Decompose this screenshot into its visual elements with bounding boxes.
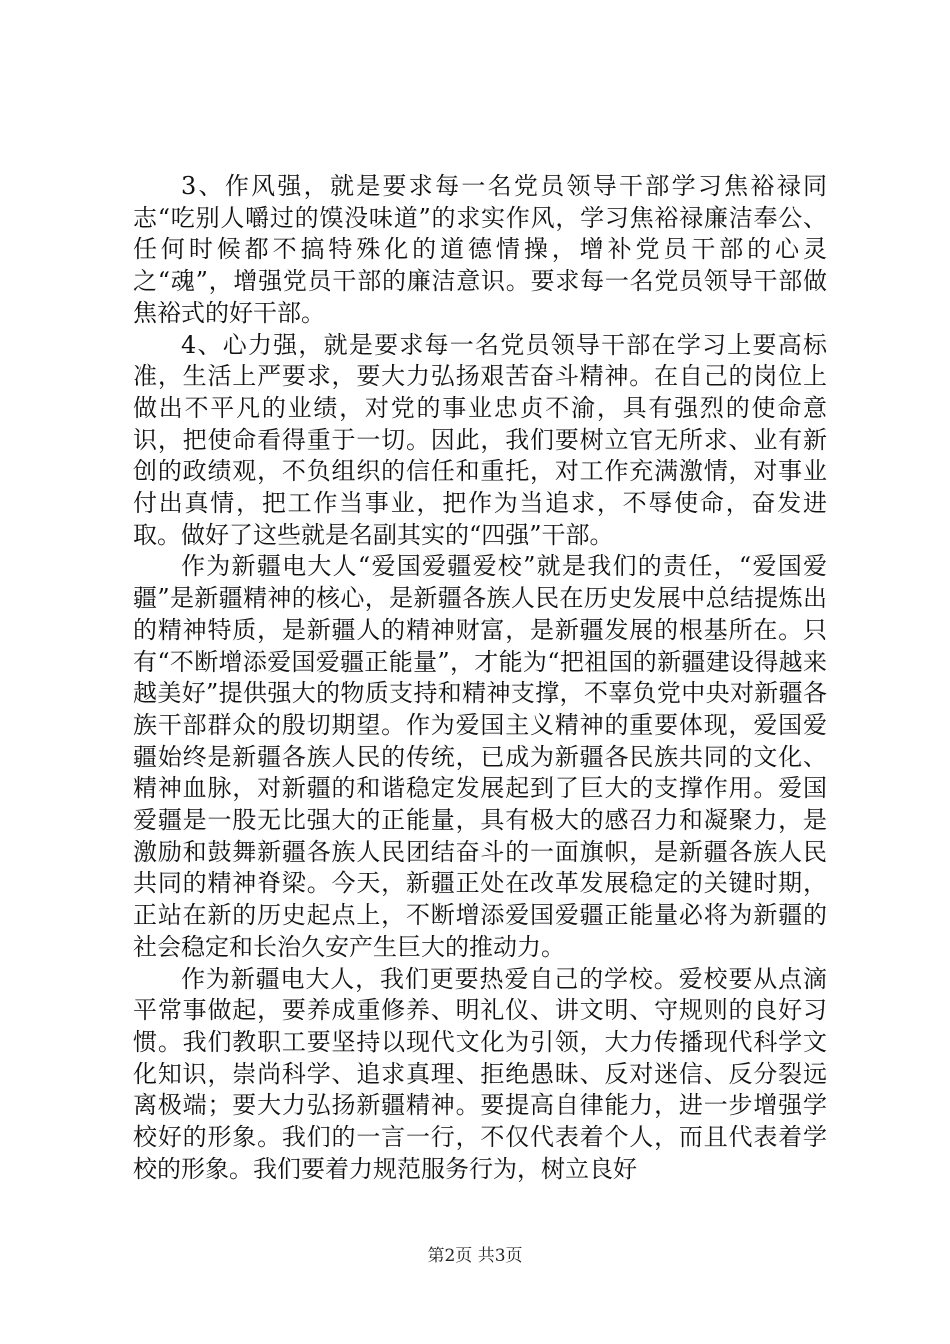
paragraph-love-school: 作为新疆电大人，我们更要热爱自己的学校。爱校要从点滴平常事做起，要养成重修养、明礼仪、讲文明、守规则的良好习惯。我们教职工要坚持以现代文化为引领，大力传播现代科学文化知识，崇尚科学、追求真理、拒绝愚昧、反对迷信、反分裂远离极端；要大力弘扬新疆精神。要提高自律能力，进一步增强学校好的形象。我们的一言一行，不仅代表着个人，而且代表着学校的形象。我们要着力规范服务行为，树立良好 [133, 964, 827, 1183]
paragraph-mental-strength: 4、心力强，就是要求每一名党员领导干部在学习上要高标准，生活上严要求，要大力弘扬艰苦奋斗精神。在自己的岗位上做出不平凡的业绩，对党的事业忠贞不渝，具有强烈的使命意识，把使命看得重于一切。因此，我们要树立官无所求、业有新创的政绩观，不负组织的信任和重托，对工作充满激情，对事业付出真情，把工作当事业，把作为当追求，不辱使命，奋发进取。做好了这些就是名副其实的“四强”干部。 [133, 330, 827, 549]
paragraph-work-style: 3、作风强，就是要求每一名党员领导干部学习焦裕禄同志“吃别人嚼过的馍没味道”的求实作风，学习焦裕禄廉洁奉公、任何时候都不搞特殊化的道德情操，增补党员干部的心灵之“魂”，增强党员干部的廉洁意识。要求每一名党员领导干部做焦裕式的好干部。 [133, 172, 827, 327]
page-number-footer: 第2页 共3页 [427, 1246, 523, 1266]
document-body [133, 171, 827, 1186]
paragraph-patriotism: 作为新疆电大人“爱国爱疆爱校”就是我们的责任，“爱国爱疆”是新疆精神的核心，是新疆各族人民在历史发展中总结提炼出的精神特质，是新疆人的精神财富，是新疆发展的根基所在。只有“不断增添爱国爱疆正能量”，才能为“把祖国的新疆建设得越来越美好”提供强大的物质支持和精神支撑，不辜负党中央对新疆各族干部群众的殷切期望。作为爱国主义精神的重要体现，爱国爱疆始终是新疆各族人民的传统，已成为新疆各民族共同的文化、精神血脉，对新疆的和谐稳定发展起到了巨大的支撑作用。爱国爱疆是一股无比强大的正能量，具有极大的感召力和凝聚力，是激励和鼓舞新疆各族人民团结奋斗的一面旗帜，是新疆各族人民共同的精神脊梁。今天，新疆正处在改革发展稳定的关键时期，正站在新的历史起点上，不断增添爱国爱疆正能量必将为新疆的社会稳定和长治久安产生巨大的推动力。 [133, 552, 827, 961]
